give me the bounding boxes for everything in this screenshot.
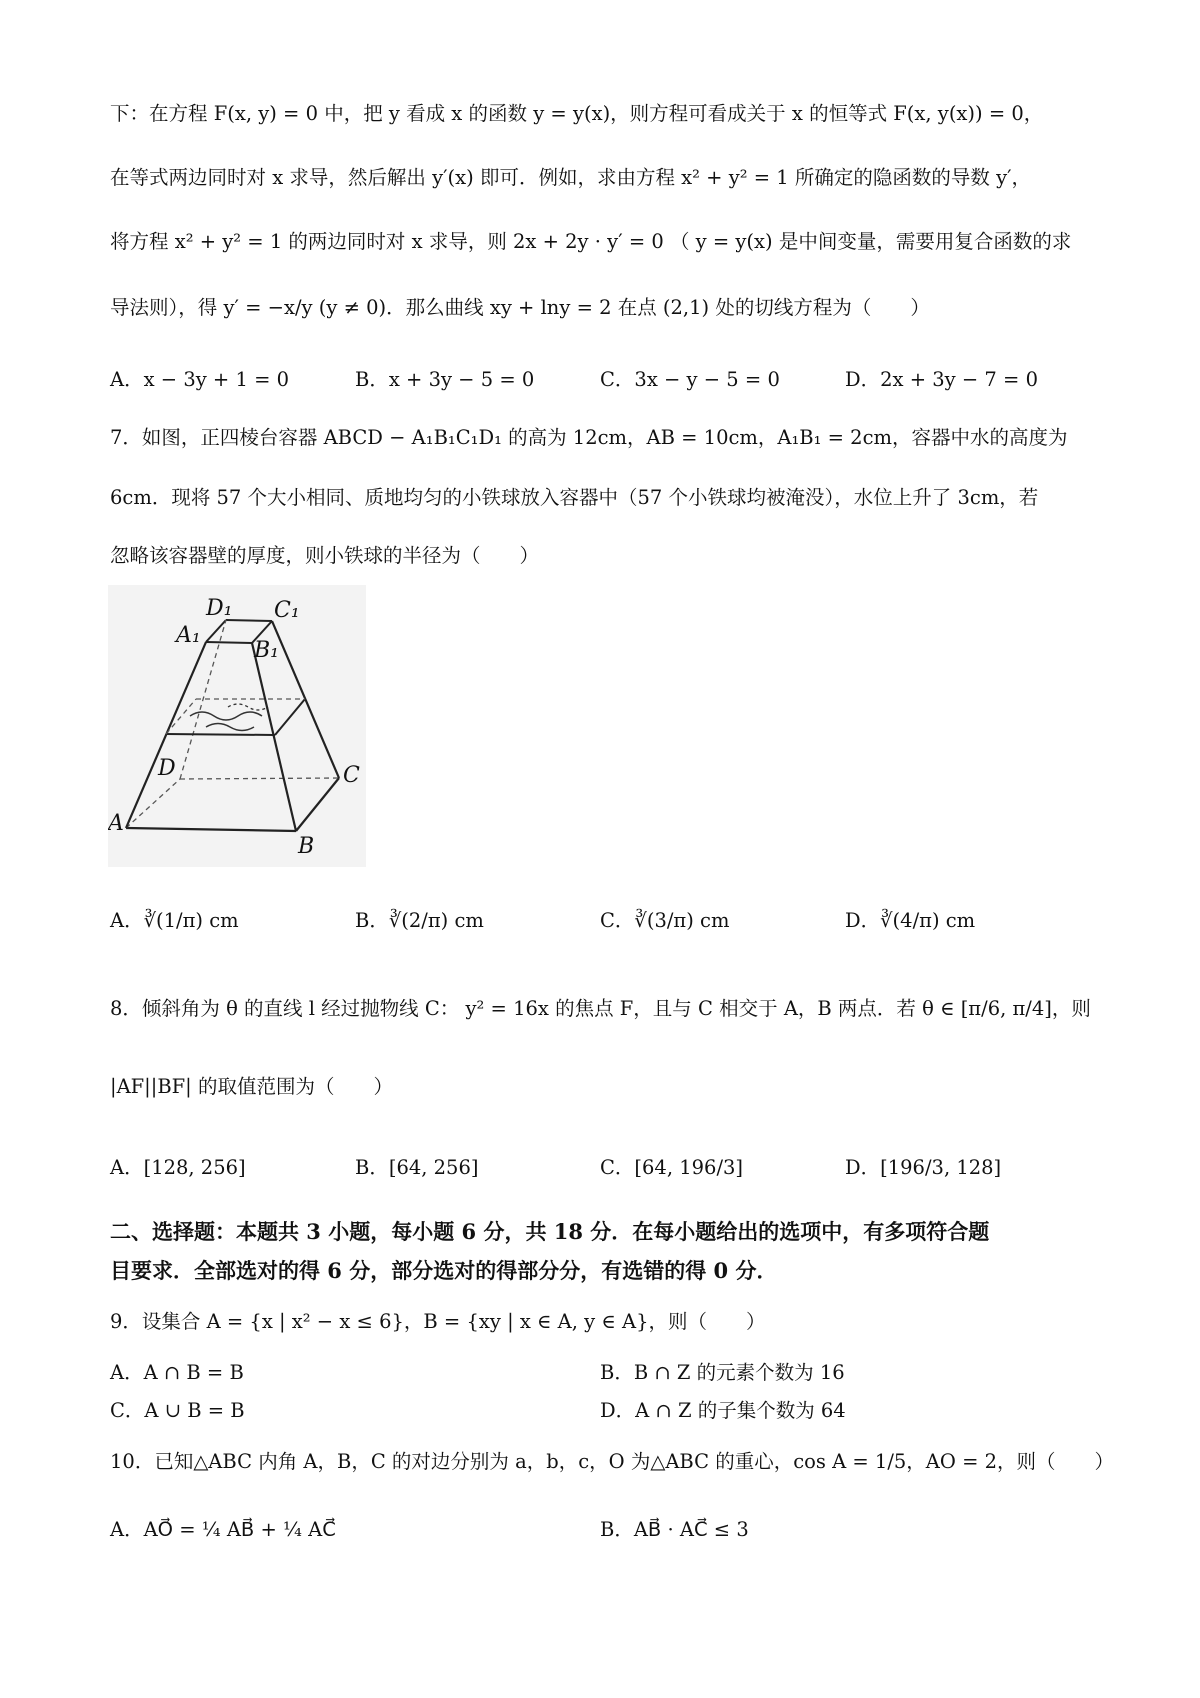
intro-line-3: 将方程 x² + y² = 1 的两边同时对 x 求导，则 2x + 2y · y′ = 0 （ y = y(x) 是中间变量，需要用复合函数的求 [110,230,1072,253]
intro-line-4: 导法则），得 y′ = −x/y (y ≠ 0)．那么曲线 xy + lny = 2 在点 (2,1) 处的切线方程为（ ） [110,296,930,319]
q9-option-b: B．B ∩ Z 的元素个数为 16 [600,1361,845,1384]
q8-line-1: 8．倾斜角为 θ 的直线 l 经过抛物线 C： y² = 16x 的焦点 F，且与 C 相交于 A，B 两点．若 θ ∈ [π/6, π/4]，则 [110,997,1091,1020]
edge-a1b1 [206,642,252,643]
q7-option-b: B．∛(2/π) cm [355,909,484,932]
label-a: A [108,811,124,836]
edge-d1c1 [226,620,272,621]
label-d: D [158,756,176,781]
q7-line-3: 忽略该容器壁的厚度，则小铁球的半径为（ ） [110,544,540,567]
q7-line-2: 6cm．现将 57 个大小相同、质地均匀的小铁球放入容器中（57 个小铁球均被淹没），水位上升了 3cm，若 [110,486,1039,509]
q10-stem: 10．已知△ABC 内角 A，B，C 的对边分别为 a，b，c，O 为△ABC 的重心，cos A = 1/5，AO = 2，则（ ） [110,1450,1115,1473]
q8-option-b: B．[64, 256] [355,1156,479,1179]
intro-line-2: 在等式两边同时对 x 求导，然后解出 y′(x) 即可．例如，求由方程 x² + y² = 1 所确定的隐函数的导数 y′， [110,166,1032,189]
q8-line-2: |AF||BF| 的取值范围为（ ） [110,1075,393,1098]
section-2-heading-line-1: 二、选择题：本题共 3 小题，每小题 6 分，共 18 分．在每小题给出的选项中，有多项符合题 [110,1219,990,1244]
q9-option-d: D．A ∩ Z 的子集个数为 64 [600,1399,846,1422]
q6-option-b: B．x + 3y − 5 = 0 [355,368,535,391]
q7-option-a: A．∛(1/π) cm [110,909,239,932]
q10-option-a: A．AO⃗ = ¼ AB⃗ + ¼ AC⃗ [110,1518,336,1541]
label-c: C [343,763,360,788]
q8-option-a: A．[128, 256] [110,1156,246,1179]
intro-line-1: 下：在方程 F(x, y) = 0 中，把 y 看成 x 的函数 y = y(x)，则方程可看成关于 x 的恒等式 F(x, y(x)) = 0， [110,102,1044,125]
q7-line-1: 7．如图，正四棱台容器 ABCD − A₁B₁C₁D₁ 的高为 12cm，AB = 10cm，A₁B₁ = 2cm，容器中水的高度为 [110,426,1068,449]
q8-option-d: D．[196/3, 128] [845,1156,1002,1179]
frustum-figure [108,585,366,867]
q10-option-b: B．AB⃗ · AC⃗ ≤ 3 [600,1518,749,1541]
q8-option-c: C．[64, 196/3] [600,1156,744,1179]
section-2-heading-line-2: 目要求．全部选对的得 6 分，部分选对的得部分分，有选错的得 0 分． [110,1258,778,1283]
label-b: B [298,834,315,859]
q6-option-a: A．x − 3y + 1 = 0 [110,368,290,391]
q9-option-a: A．A ∩ B = B [110,1361,244,1384]
label-d1: D₁ [206,596,233,621]
q9-option-c: C．A ∪ B = B [110,1399,245,1422]
figure-background [108,585,366,867]
q7-option-c: C．∛(3/π) cm [600,909,730,932]
label-a1: A₁ [176,623,201,648]
q6-option-c: C．3x − y − 5 = 0 [600,368,780,391]
water-front-edge [166,734,275,735]
label-b1: B₁ [254,638,279,663]
q6-option-d: D．2x + 3y − 7 = 0 [845,368,1038,391]
q9-stem: 9．设集合 A = {x | x² − x ≤ 6}，B = {xy | x ∈ A, y ∈ A}，则（ ） [110,1310,766,1333]
q7-option-d: D．∛(4/π) cm [845,909,976,932]
label-c1: C₁ [274,598,300,623]
